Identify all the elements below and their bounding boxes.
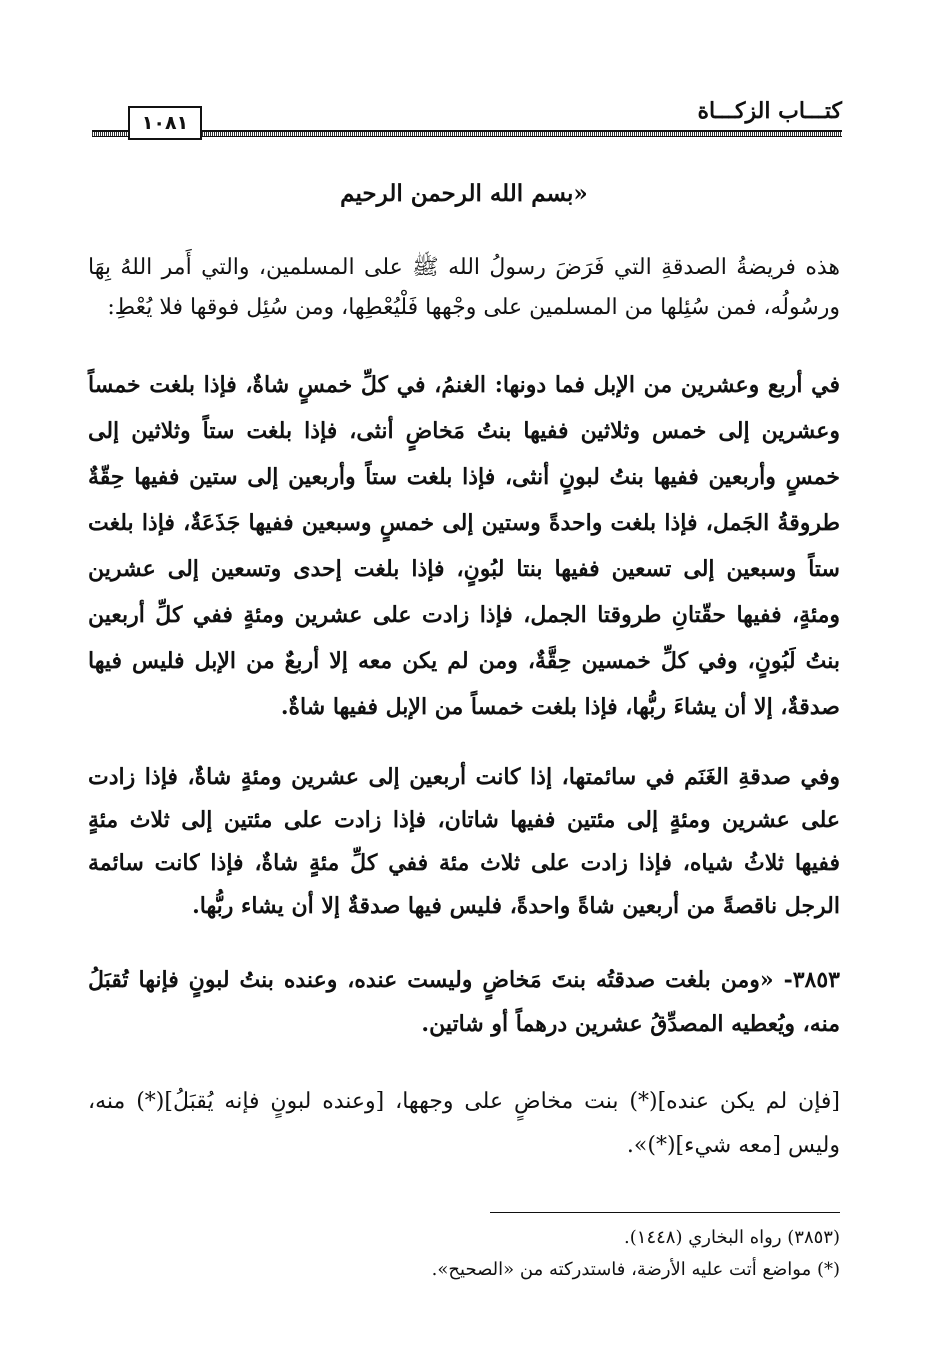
camel-zakat-paragraph: في أربع وعشرين من الإبل فما دونها: الغنمُ، في كلِّ خمسٍ شاةٌ، فإذا بلغت خمساً وعشرين إلى خمس وثلاثين ففيها بنتُ مَخاضٍ أنثى، فإذا بلغت ستاً وثلاثين إلى خمسٍ وأربعين ففيها بنتُ لبونٍ أنثى، فإذا بلغت ستاً وأربعين إلى ستين ففيها حِقّةٌ طروقةُ الجَمل، فإذا بلغت واحدةً وستين إلى خمسٍ وسبعين ففيها جَذَعَةٌ، فإذا بلغت ستاً وسبعين إلى تسعين ففيها بنتا لبُونٍ، فإذا بلغت إحدى وتسعين إلى عشرين ومئةٍ، ففيها حقّتانِ طروقتا الجمل، فإذا زادت على عشرين ومئةٍ ففي كلِّ أربعين بنتُ لَبُونٍ، وفي كلِّ خمسين حِقَّةٌ، ومن لم يكن معه إلا أربعٌ من الإبل فليس فيها صدقةٌ، إلا أن يشاءَ ربُّها، فإذا بلغت خمساً من الإبل ففيها شاةٌ. xyxy=(88,372,840,720)
hadith-3853-paragraph: ٣٨٥٣- «ومن بلغت صدقتُه بنتَ مَخاضٍ وليست عنده، وعنده بنتُ لبونٍ فإنها تُقبَلُ منه، ويُعطيه المصدِّقُ عشرين درهماً أو شاتين. xyxy=(88,967,840,1037)
intro-paragraph: هذه فريضةُ الصدقةِ التي فَرَضَ رسولُ الله ﷺ على المسلمين، والتي أَمر اللهُ بِهَا ورسُولُه، فمن سُئِلها من المسلمين على وجْهها فَلْيُعْطِها، ومن سُئِل فوقها فلا يُعْطِ: xyxy=(88,255,840,320)
bracketed-paragraph: [فإن لم يكن عنده](*) بنت مخاضٍ على وجهها، [وعنده لبونٍ فإنه يُقبَلُ](*) منه، وليس [معه شيء](*)». xyxy=(88,1089,840,1158)
chapter-title: كتـــاب الزكـــاة xyxy=(697,98,842,124)
header-rule xyxy=(92,130,842,137)
bismillah-heading: «بسم الله الرحمن الرحيم xyxy=(340,180,588,207)
sheep-zakat-paragraph: وفي صدقةِ الغَنَم في سائمتها، إذا كانت أربعين إلى عشرين ومئةٍ شاةٌ، فإذا زادت على عشرين ومئةٍ إلى مئتين ففيها شاتان، فإذا زادت على مئتين إلى ثلاث مئةٍ ففيها ثلاثُ شياه، فإذا زادت على ثلاث مئة ففي كلِّ مئةٍ شاةٌ، فإذا كانت سائمة الرجل ناقصةً من أربعين شاةً واحدةً، فليس فيها صدقةٌ إلا أن يشاء ربُّها. xyxy=(88,764,841,919)
page-number: ١٠٨١ xyxy=(128,106,202,140)
footnote-source: (٣٨٥٣) رواه البخاري (١٤٤٨). xyxy=(624,1227,840,1248)
footnote-note: (*) مواضع أتت عليه الأرضة، فاستدركته من «الصحيح». xyxy=(431,1259,840,1280)
page-header xyxy=(92,92,842,140)
footnotes xyxy=(88,1222,840,1286)
footnote-divider xyxy=(490,1212,840,1213)
